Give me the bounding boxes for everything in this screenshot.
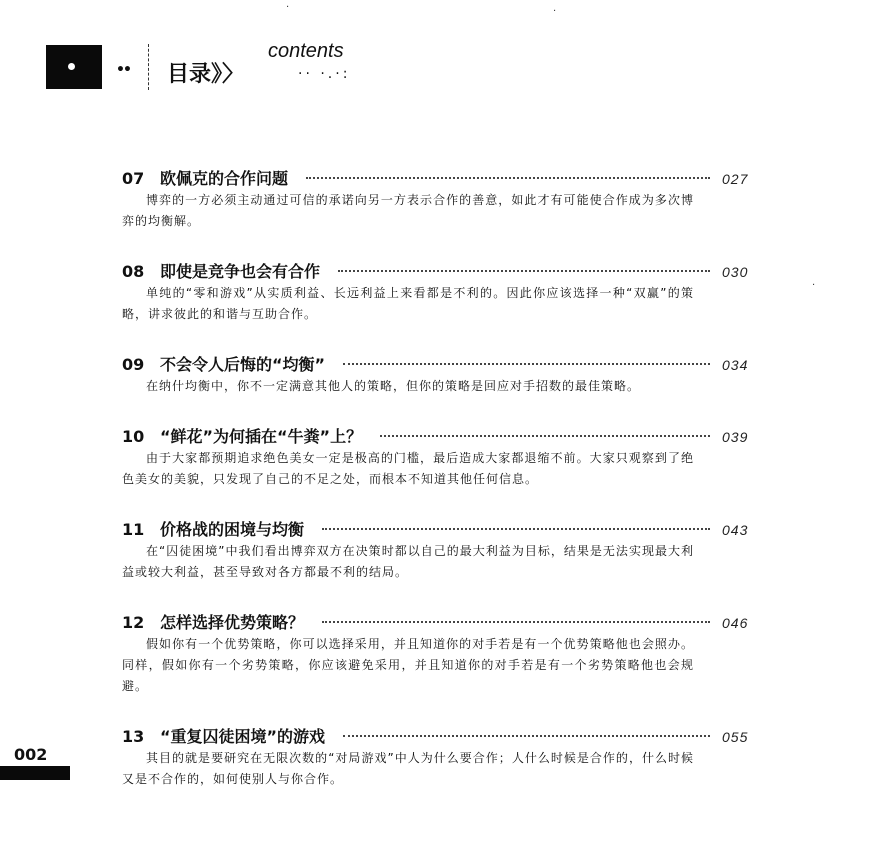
toc-entry-page[interactable]: 043 [722, 522, 749, 538]
scan-speck: · [812, 280, 816, 291]
toc-entry-heading [122, 166, 762, 188]
toc-entry-title[interactable]: “重复囚徒困境”的游戏 [160, 727, 326, 746]
scan-speck: · [553, 6, 557, 17]
toc-entry-title[interactable]: “鲜花”为何插在“牛粪”上？ [160, 427, 363, 446]
toc-entry-description: 由于大家都预期追求绝色美女一定是极高的门槛，最后造成大家都退缩不前。大家只观察到了绝色美女的美貌，只发现了自己的不足之处，而根本不知道其他任何信息。 [122, 451, 694, 486]
page-subtitle: contents [268, 40, 344, 62]
dot-leader [322, 621, 710, 623]
toc-entry-number: 09 [122, 355, 145, 374]
scan-speck: · [286, 2, 290, 13]
toc-entry-heading [122, 259, 762, 281]
toc-entry-title[interactable]: 欧佩克的合作问题 [160, 169, 289, 188]
toc-entry-title[interactable]: 不会令人后悔的“均衡” [160, 355, 326, 374]
header-ornament: ·· ·.·: [298, 66, 351, 82]
toc-entry-page[interactable]: 034 [722, 357, 749, 373]
toc-entry-heading [122, 724, 762, 746]
header-divider [148, 44, 149, 90]
toc-entry[interactable] [122, 166, 762, 232]
dot-leader [343, 363, 710, 365]
toc-entry-number: 07 [122, 169, 145, 188]
toc-entry[interactable] [122, 424, 762, 490]
toc-entry-title[interactable]: 即使是竞争也会有合作 [160, 262, 321, 281]
toc-entry-page[interactable]: 055 [722, 729, 749, 745]
toc-entry[interactable] [122, 259, 762, 325]
toc-entry-heading [122, 352, 762, 374]
dot-leader [338, 270, 710, 272]
toc-entry-title[interactable]: 价格战的困境与均衡 [160, 520, 305, 539]
toc-entry[interactable] [122, 610, 762, 697]
page-number: 002 [14, 745, 48, 764]
toc-entry-number: 08 [122, 262, 145, 281]
toc-entry-description: 在“囚徒困境”中我们看出博弈双方在决策时都以自己的最大利益为目标，结果是无法实现最大利益或较大利益，甚至导致对各方都最不利的结局。 [122, 544, 694, 579]
toc-entry-number: 10 [122, 427, 145, 446]
toc-entry-title[interactable]: 怎样选择优势策略？ [160, 613, 305, 632]
page-number-bar [0, 766, 70, 780]
header-dots-icon: •• [116, 62, 130, 78]
toc-entry-page[interactable]: 046 [722, 615, 749, 631]
toc-entry-description: 在纳什均衡中，你不一定满意其他人的策略，但你的策略是回应对手招数的最佳策略。 [146, 379, 641, 393]
dot-leader [380, 435, 710, 437]
toc-entry-description: 单纯的“零和游戏”从实质利益、长远利益上来看都是不利的。因此你应该选择一种“双赢”的策略，讲求彼此的和谐与互助合作。 [122, 286, 694, 321]
toc-entry-description: 假如你有一个优势策略，你可以选择采用，并且知道你的对手若是有一个优势策略他也会照办。同样，假如你有一个劣势策略，你应该避免采用，并且知道你的对手若是有一个劣势策略他也会规避。 [122, 637, 694, 693]
toc-entry-heading [122, 424, 762, 446]
dot-leader [322, 528, 710, 530]
toc-entry-heading [122, 610, 762, 632]
header-dot-icon [68, 63, 75, 70]
toc-entry[interactable] [122, 724, 762, 790]
toc-entry-page[interactable]: 027 [722, 171, 749, 187]
dot-leader [343, 735, 710, 737]
toc-entry-page[interactable]: 039 [722, 429, 749, 445]
toc-entry[interactable] [122, 352, 762, 397]
toc-entry-number: 11 [122, 520, 145, 539]
dot-leader [306, 177, 710, 179]
toc-entry-number: 12 [122, 613, 145, 632]
toc-entry-number: 13 [122, 727, 145, 746]
toc-entry-description: 博弈的一方必须主动通过可信的承诺向另一方表示合作的善意，如此才有可能使合作成为多次博弈的均衡解。 [122, 193, 694, 228]
toc-entry-description: 其目的就是要研究在无限次数的“对局游戏”中人为什么要合作；人什么时候是合作的，什么时候又是不合作的，如何使别人与你合作。 [122, 751, 694, 786]
toc-entry-page[interactable]: 030 [722, 264, 749, 280]
toc-entry[interactable] [122, 517, 762, 583]
table-of-contents [122, 166, 762, 817]
page-title: 目录》〉 [167, 62, 245, 87]
toc-entry-heading [122, 517, 762, 539]
